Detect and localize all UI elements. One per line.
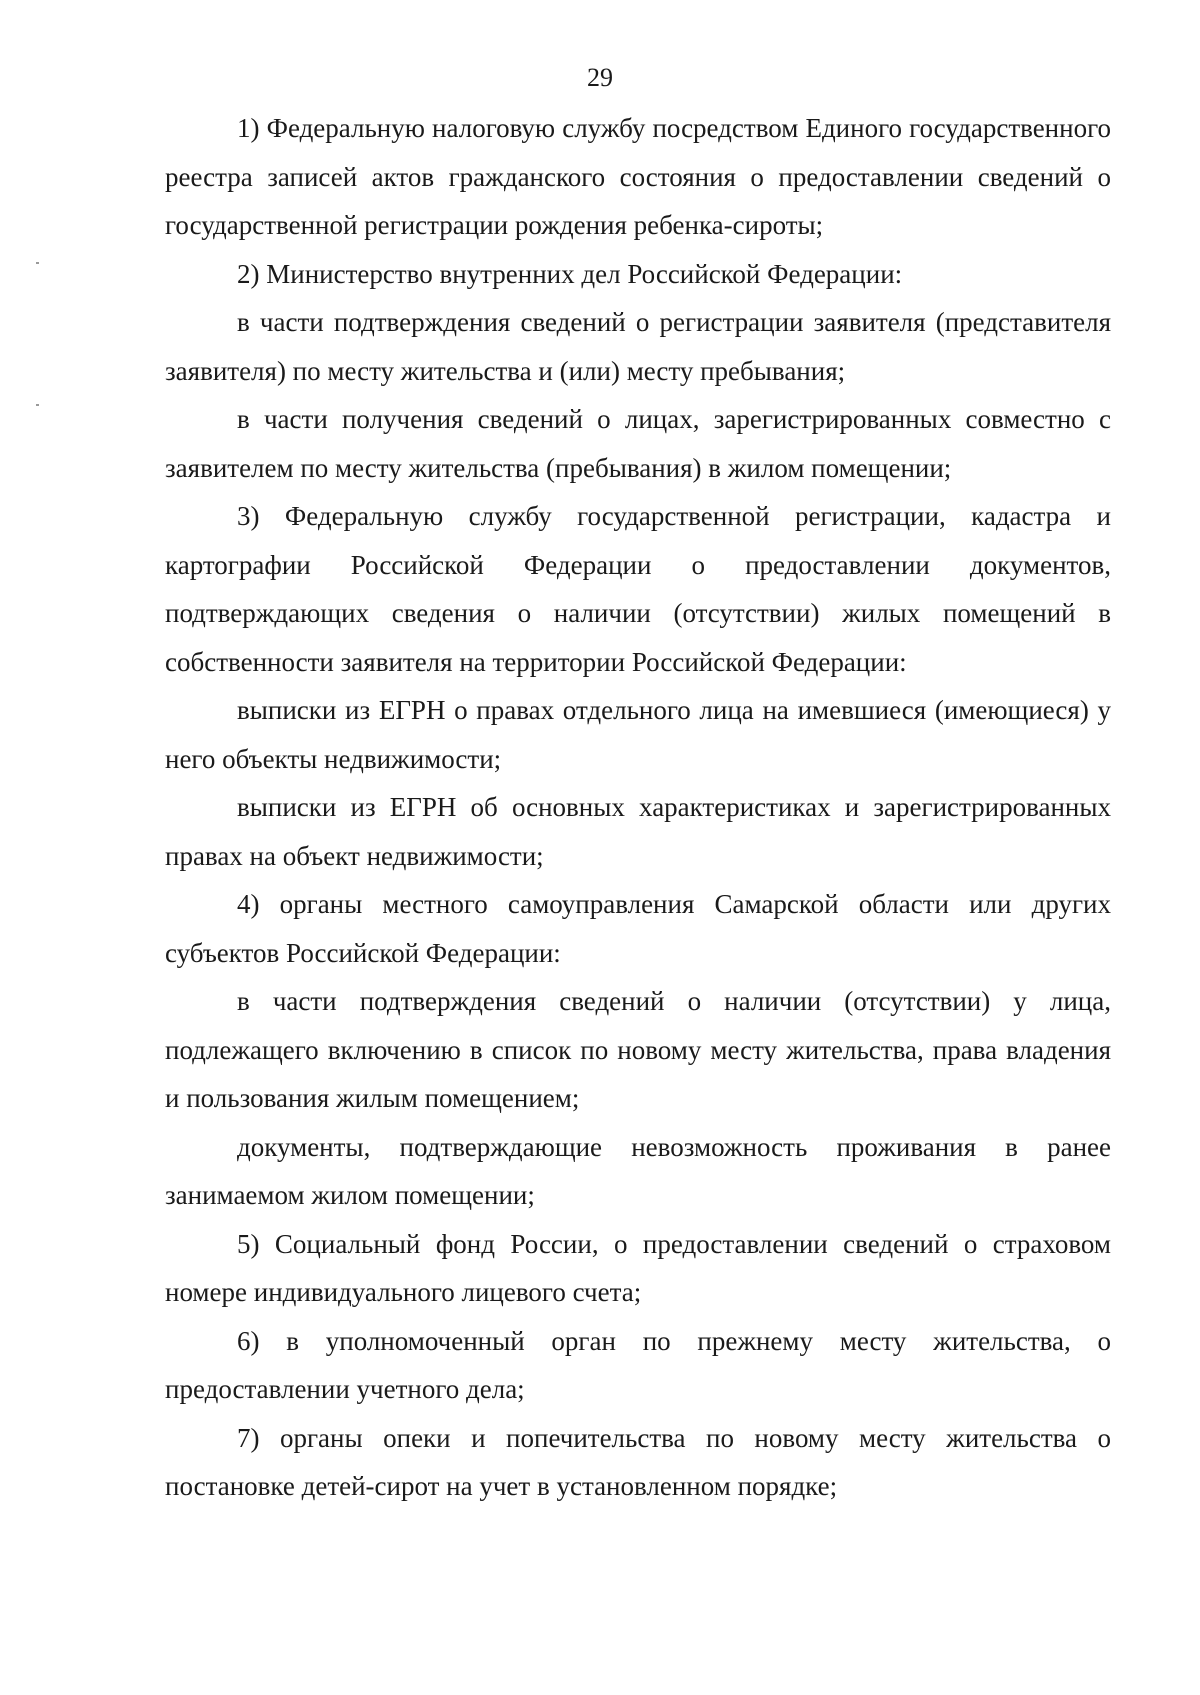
paragraph: выписки из ЕГРН об основных характеристиках и зарегистрированных правах на объект недвижимости; <box>165 792 1111 871</box>
paragraph: 1) Федеральную налоговую службу посредством Единого государственного реестра записей актов гражданского состояния о предоставлении сведений о государственной регистрации рождения ребенка-сироты; <box>165 113 1111 240</box>
paragraph: 4) органы местного самоуправления Самарской области или других субъектов Российской Федерации: <box>165 889 1111 968</box>
paragraph: 3) Федеральную службу государственной регистрации, кадастра и картографии Российской Федерации о предоставлении документов, подтверждающих сведения о наличии (отсутствии) жилых помещений в собственности заявителя на территории Российской Федерации: <box>165 501 1111 677</box>
paragraph: в части подтверждения сведений о наличии (отсутствии) у лица, подлежащего включению в список по новому месту жительства, права владения и пользования жилым помещением; <box>165 986 1111 1113</box>
scan-speck <box>36 262 39 264</box>
page-number: 29 <box>587 63 613 92</box>
paragraph: документы, подтверждающие невозможность проживания в ранее занимаемом жилом помещении; <box>165 1131 1111 1210</box>
document-body <box>165 104 1111 1511</box>
paragraph: 2) Министерство внутренних дел Российской Федерации: <box>237 258 903 289</box>
paragraph: 5) Социальный фонд России, о предоставлении сведений о страховом номере индивидуального лицевого счета; <box>165 1228 1111 1307</box>
paragraph: в части подтверждения сведений о регистрации заявителя (представителя заявителя) по месту жительства и (или) месту пребывания; <box>165 307 1111 386</box>
paragraph: 7) органы опеки и попечительства по новому месту жительства о постановке детей-сирот на учет в установленном порядке; <box>165 1422 1111 1501</box>
paragraph: выписки из ЕГРН о правах отдельного лица на имевшиеся (имеющиеся) у него объекты недвижимости; <box>165 695 1111 774</box>
scan-speck <box>36 404 39 406</box>
paragraph: 6) в уполномоченный орган по прежнему месту жительства, о предоставлении учетного дела; <box>165 1325 1111 1404</box>
paragraph: в части получения сведений о лицах, зарегистрированных совместно с заявителем по месту жительства (пребывания) в жилом помещении; <box>165 404 1111 483</box>
